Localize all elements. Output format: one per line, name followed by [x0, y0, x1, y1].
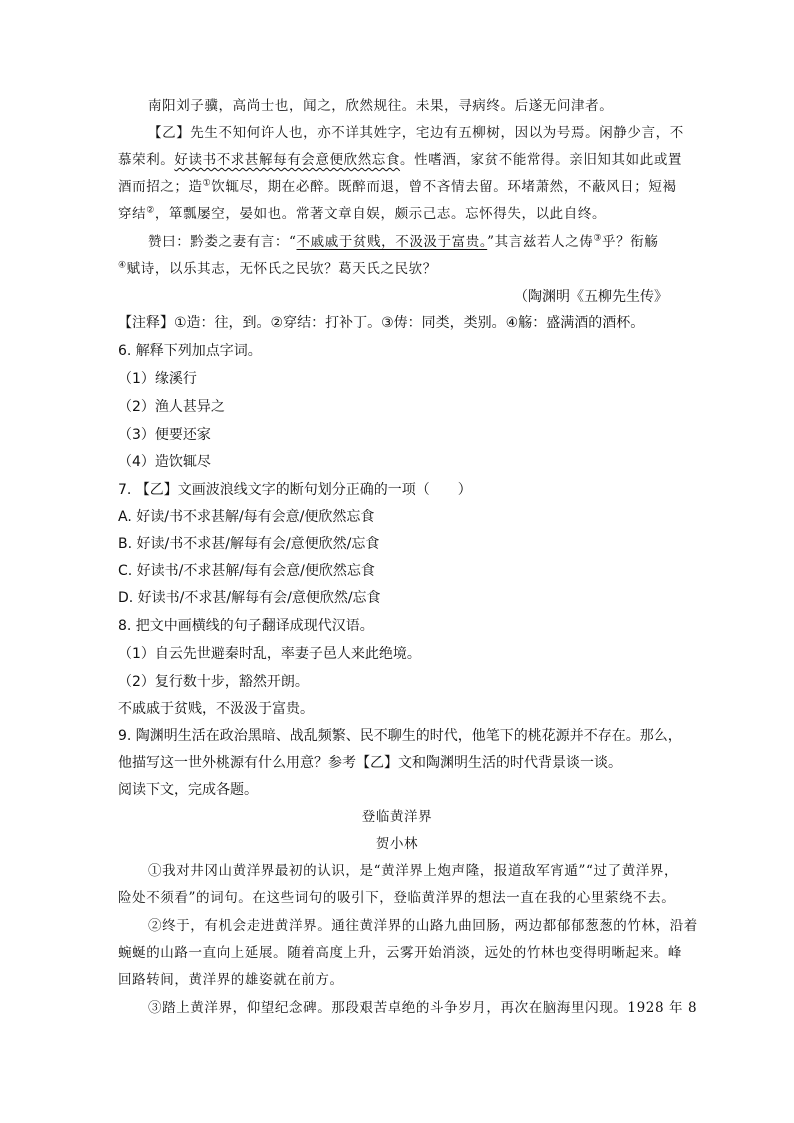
passage-source: （陶渊明《五柳先生传》 [514, 289, 668, 305]
question-6-item: （3）便要还家 [118, 427, 211, 443]
question-8-item: （1）自云先世避秦时乱，率妻子邑人来此绝境。 [118, 646, 421, 662]
question-8-item: 不戚戚于贫贱，不汲汲于富贵。 [118, 701, 314, 717]
option-d: D. 好读书/不求甚/解每有会/意便欣然/忘食 [118, 590, 381, 606]
passage-line: 南阳刘子骥，高尚士也，闻之，欣然规往。未果，寻病终。后遂无问津者。 [148, 98, 614, 114]
note-marker: ③ [593, 233, 603, 244]
passage-line: 慕荣利。好读书不求甚解每有会意便欣然忘食。性嗜酒，家贫不能常得。亲旧知其如此或置 [118, 152, 683, 168]
note-marker: ④ [118, 260, 127, 271]
essay-paragraph-line: ②终于，有机会走进黄洋界。通往黄洋界的山路九曲回肠，两边都郁郁葱葱的竹林，沿着 [148, 918, 698, 934]
question-9: 他描写这一世外桃源有什么用意？参考【乙】文和陶渊明生活的时代背景谈一谈。 [118, 755, 622, 771]
question-9: 9. 陶渊明生活在政治黑暗、战乱频繁、民不聊生的时代，他笔下的桃花源并不存在。那么， [118, 728, 682, 744]
option-a: A. 好读/书不求甚解/每有会意/便欣然忘食 [118, 509, 375, 525]
question-6-item: （4）造饮辄尽 [118, 454, 211, 470]
essay-title: 登临黄洋界 [361, 809, 433, 825]
wavy-underlined-text: 好读书不求甚解每有会意便欣然忘食 [174, 152, 401, 168]
question-6-item: （1）缘溪行 [118, 371, 197, 387]
passage-line: ④赋诗，以乐其志，无怀氏之民欤？葛天氏之民欤？ [118, 260, 437, 277]
passage-line: 赞曰：黔娄之妻有言：“不戚戚于贫贱，不汲汲于富贵。”其言兹若人之俦③乎？衔觞 [148, 233, 659, 250]
option-b: B. 好读/书不求甚/解每有会/意便欣然/忘食 [118, 536, 380, 552]
passage-line: 穿结②，箪瓢屡空，晏如也。常著文章自娱，颇示己志。忘怀得失，以此自终。 [118, 205, 607, 222]
question-6: 6. 解释下列加点字词。 [118, 343, 262, 359]
passage-line: 酒而招之；造①饮辄尽，期在必醉。既醉而退，曾不吝情去留。环堵萧然，不蔽风日；短褐 [118, 178, 677, 195]
essay-paragraph-line: 回路转间，黄洋界的雄姿就在前方。 [118, 972, 344, 988]
essay-paragraph-line: 险处不须看”的词句。在这些词句的吸引下，登临黄洋界的想法一直在我的心里萦绕不去。 [118, 890, 676, 906]
reading-instruction: 阅读下文，完成各题。 [118, 782, 258, 798]
note-marker: ② [146, 205, 155, 216]
essay-paragraph-line: ③踏上黄洋界，仰望纪念碑。那段艰苦卓绝的斗争岁月，再次在脑海里闪现。1928 年 8 [148, 1000, 698, 1016]
option-c: C. 好读书/不求甚解/每有会意/便欣然忘食 [118, 563, 375, 579]
question-6-item: （2）渔人甚异之 [118, 399, 225, 415]
question-8-item: （2）复行数十步，豁然开朗。 [118, 674, 309, 690]
question-8: 8. 把文中画横线的句子翻译成现代汉语。 [118, 618, 374, 634]
passage-line: 【乙】先生不知何许人也，亦不详其姓字，宅边有五柳树，因以为号焉。闲静少言，不 [148, 125, 684, 141]
question-7: 7. 【乙】文画波浪线文字的断句划分正确的一项（ ） [118, 482, 472, 498]
essay-author: 贺小林 [375, 836, 419, 852]
note-marker: ① [202, 178, 212, 189]
underlined-sentence: 不戚戚于贫贱，不汲汲于富贵。 [296, 234, 488, 250]
annotation-notes: 【注释】①造：往，到。②穿结：打补丁。③俦：同类，类别。④觞：盛满酒的酒杯。 [118, 315, 645, 331]
essay-paragraph-line: ①我对井冈山黄洋界最初的认识，是“黄洋界上炮声隆，报道敌军宵遁”“过了黄洋界， [148, 863, 679, 879]
essay-paragraph-line: 蜿蜒的山路一直向上延展。随着高度上升，云雾开始消淡，远处的竹林也变得明晰起来。峰 [118, 945, 682, 961]
